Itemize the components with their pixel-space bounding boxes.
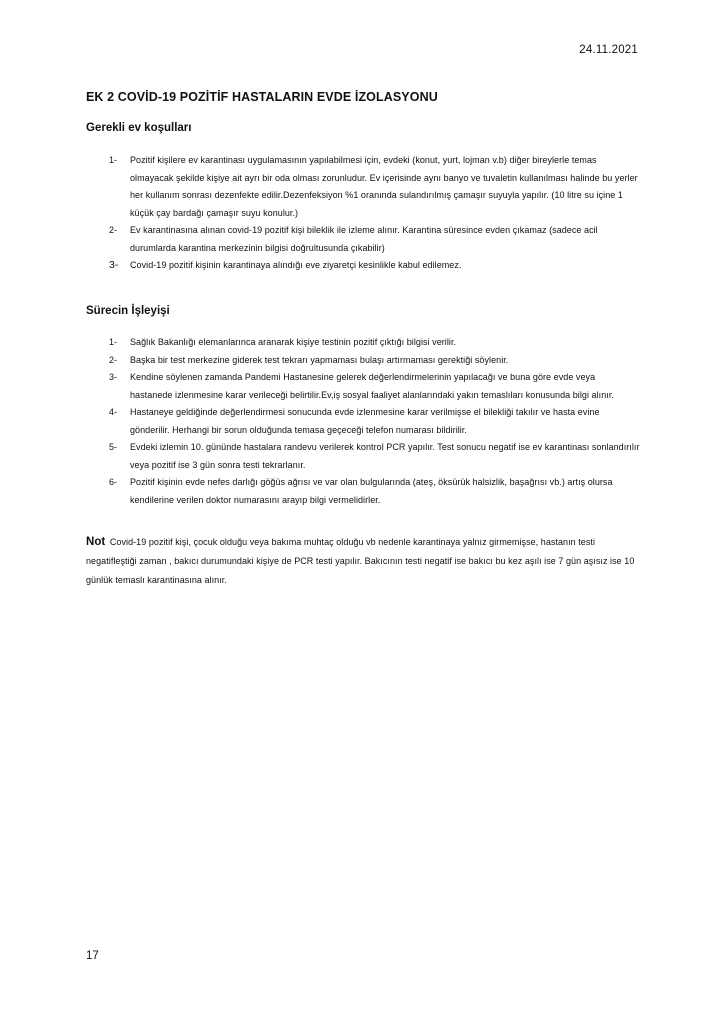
- list-item: [0, 439, 724, 474]
- list-item-number: 3-: [109, 372, 118, 382]
- list-item-text: Kendine söylenen zamanda Pandemi Hastanesine gelerek değerlendirmelerinin yapılacağı ve buna göre evde veya hastanede izlenmesine karar verileceği belirtilir.Ev,iş sosyal faaliyet alanlarındaki yakın temaslıları konusunda bilgi alınır.: [130, 372, 614, 400]
- home-conditions-list: [0, 152, 724, 275]
- list-item: [0, 222, 724, 257]
- note-text: Covid-19 pozitif kişi, çocuk olduğu veya bakıma muhtaç olduğu vb nedenle karantinaya yalnız girmemişse, hastanın testi negatifleştiği zaman , bakıcı durumundaki kişiye de PCR testi yapılır. Bakıcının testi negatif ise bakıcı bu kez aşılı ise 7 gün aşısız ise 10 günlük temaslı karantinasına alınır.: [86, 537, 635, 585]
- section-heading-home-conditions: Gerekli ev koşulları: [86, 122, 192, 134]
- list-item-text: Pozitif kişilere ev karantinası uygulamasının yapılabilmesi için, evdeki (konut, yurt, lojman v.b) diğer bireylerle temas olmayacak şekilde kişiye ait ayrı bir oda olması zorunludur. Ev içerisinde aynı banyo ve tuvaletin kullanılması halinde bu yerler her kullanım sonrası dezenfekte edilir.Dezenfeksiyon %1 oranında sulandırılmış çamaşır suyuyla yapılır. (10 litre su içine 1 küçük çay bardağı çamaşır suyu konulur.): [130, 155, 638, 218]
- list-item-text: Covid-19 pozitif kişinin karantinaya alındığı eve ziyaretçi kesinlikle kabul edilemez.: [130, 260, 462, 270]
- list-item: [0, 334, 724, 352]
- list-item: [0, 369, 724, 404]
- list-item-number: 4-: [109, 407, 118, 417]
- list-item: [0, 152, 724, 222]
- list-item-text: Hastaneye geldiğinde değerlendirmesi sonucunda evde izlenmesine karar verilmişse el bilekliği takılır ve hasta evine gönderilir. Herhangi bir sorun olduğunda temasa geçeceği telefon numarası bildirilir.: [130, 407, 600, 435]
- list-item-text: Pozitif kişinin evde nefes darlığı göğüs ağrısı ve var olan bulgularında (ateş, öksürük halsizlik, başağrısı vb.) artış olursa kendilerine verilen doktor numarasını arayıp bilgi vermelidirler.: [130, 477, 613, 505]
- list-item-number: 2-: [109, 225, 118, 235]
- list-item-text: Sağlık Bakanlığı elemanlarınca aranarak kişiye testinin pozitif çıktığı bilgisi verilir.: [130, 337, 457, 347]
- list-item: [0, 404, 724, 439]
- process-list: [0, 334, 724, 509]
- list-item: [0, 352, 724, 370]
- list-item-number: 1-: [109, 337, 118, 347]
- list-item-number: 2-: [109, 354, 118, 365]
- list-item-text: Ev karantinasına alınan covid-19 pozitif kişi bileklik ile izleme alınır. Karantina süresince evden çıkamaz (sadece acil durumlarda karantina merkezinin bilgisi doğrultusunda çıkabilir): [130, 225, 598, 253]
- list-item-number: 1-: [109, 155, 118, 165]
- document-date: 24.11.2021: [579, 44, 638, 56]
- list-item: [0, 257, 724, 275]
- list-item-number: 6-: [109, 477, 118, 487]
- page-number: 17: [86, 950, 99, 962]
- list-item-number: 5-: [109, 442, 118, 452]
- list-item-number: 3-: [109, 259, 119, 271]
- document-title: EK 2 COVİD-19 POZİTİF HASTALARIN EVDE İZOLASYONU: [86, 90, 438, 104]
- list-item-text: Başka bir test merkezine giderek test tekrarı yapmaması bulaşı artırmaması gerektiği söylenir.: [130, 354, 509, 365]
- list-item-text: Evdeki izlemin 10. gününde hastalara randevu verilerek kontrol PCR yapılır. Test sonucu negatif ise ev karantinası sonlandırılır veya pozitif ise 3 gün sonra testi tekrarlanır.: [130, 442, 640, 470]
- note-paragraph: [86, 533, 642, 590]
- section-heading-process: Sürecin İşleyişi: [86, 305, 170, 317]
- list-item: [0, 474, 724, 509]
- note-label: Not: [86, 536, 106, 548]
